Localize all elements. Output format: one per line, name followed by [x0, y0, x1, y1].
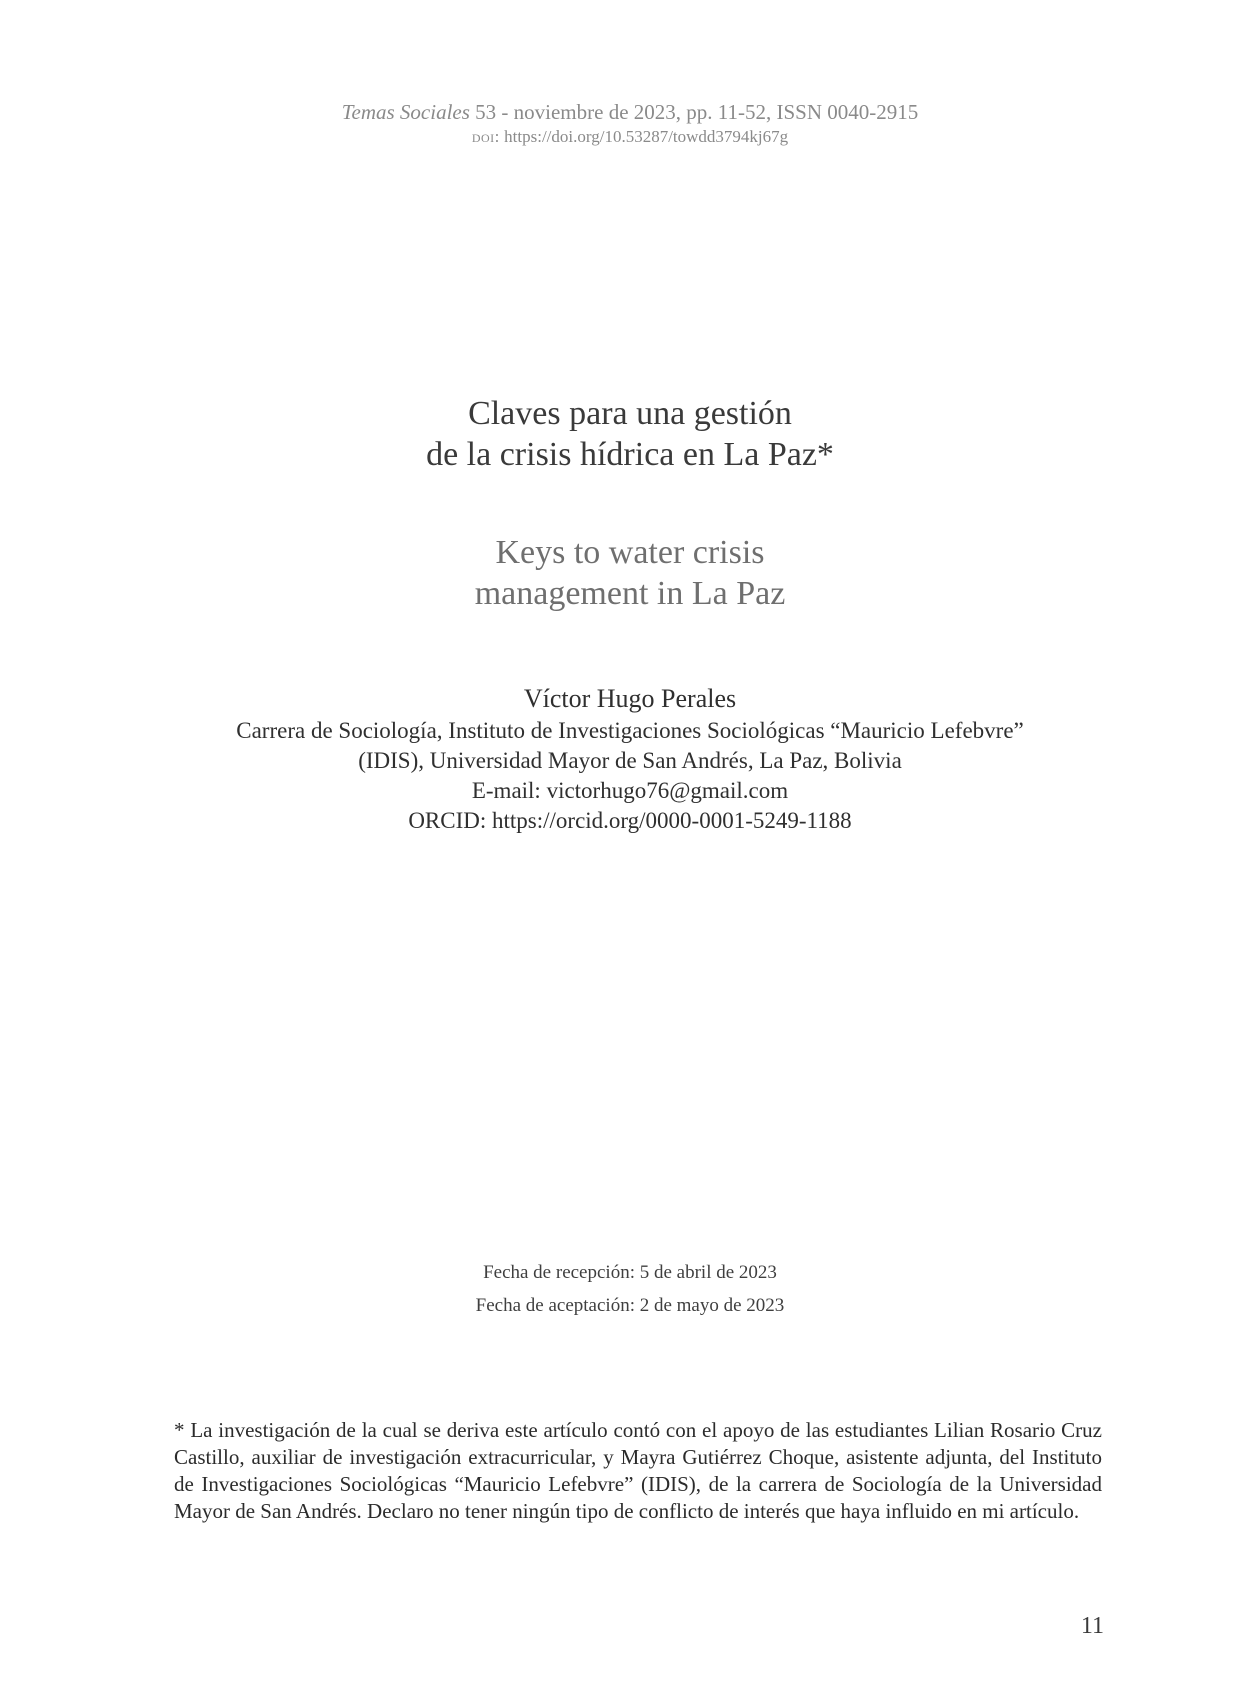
- journal-name: Temas Sociales: [341, 100, 470, 124]
- author-block: [0, 682, 1260, 836]
- journal-header: [0, 98, 1260, 148]
- accepted-date: Fecha de aceptación: 2 de mayo de 2023: [475, 1295, 785, 1316]
- page-number: 11: [1080, 1613, 1104, 1639]
- author-email[interactable]: E-mail: victorhugo76@gmail.com: [471, 778, 789, 803]
- doi-line: [0, 126, 1260, 148]
- title-english-line1: Keys to water crisis: [495, 534, 765, 571]
- title-spanish-line2: de la crisis hídrica en La Paz*: [426, 436, 834, 473]
- title-block: [0, 393, 1260, 614]
- author-affiliation-line2: (IDIS), Universidad Mayor de San Andrés, La Paz, Bolivia: [358, 748, 902, 773]
- author-orcid[interactable]: ORCID: https://orcid.org/0000-0001-5249-1188: [408, 808, 852, 833]
- doi-label: doi:: [471, 127, 500, 146]
- title-spanish: [0, 393, 1260, 475]
- title-spanish-line1: Claves para una gestión: [468, 395, 792, 432]
- received-date: Fecha de recepción: 5 de abril de 2023: [483, 1262, 777, 1283]
- journal-citation: [0, 98, 1260, 126]
- journal-details: 53 - noviembre de 2023, pp. 11-52, ISSN 0040-2915: [469, 100, 919, 124]
- title-english: [0, 532, 1260, 614]
- footnote: * La investigación de la cual se deriva este artículo contó con el apoyo de las estudiantes Lilian Rosario Cruz Castillo, auxiliar de investigación extracurricular, y Mayra Gutiérrez Choque, asistente adjunta, del Instituto de Investigaciones Sociológicas “Mauricio Lefebvre” (IDIS), de la carrera de Sociología de la Universidad Mayor de San Andrés. Declaro no tener ningún tipo de conflicto de interés que haya influido en mi artículo.: [174, 1418, 1102, 1523]
- dates-block: [0, 1256, 1260, 1322]
- doi-link[interactable]: https://doi.org/10.53287/towdd3794kj67g: [499, 127, 789, 146]
- author-affiliation-line1: Carrera de Sociología, Instituto de Investigaciones Sociológicas “Mauricio Lefebvre”: [236, 718, 1024, 743]
- author-name: Víctor Hugo Perales: [523, 684, 737, 713]
- title-english-line2: management in La Paz: [474, 575, 786, 612]
